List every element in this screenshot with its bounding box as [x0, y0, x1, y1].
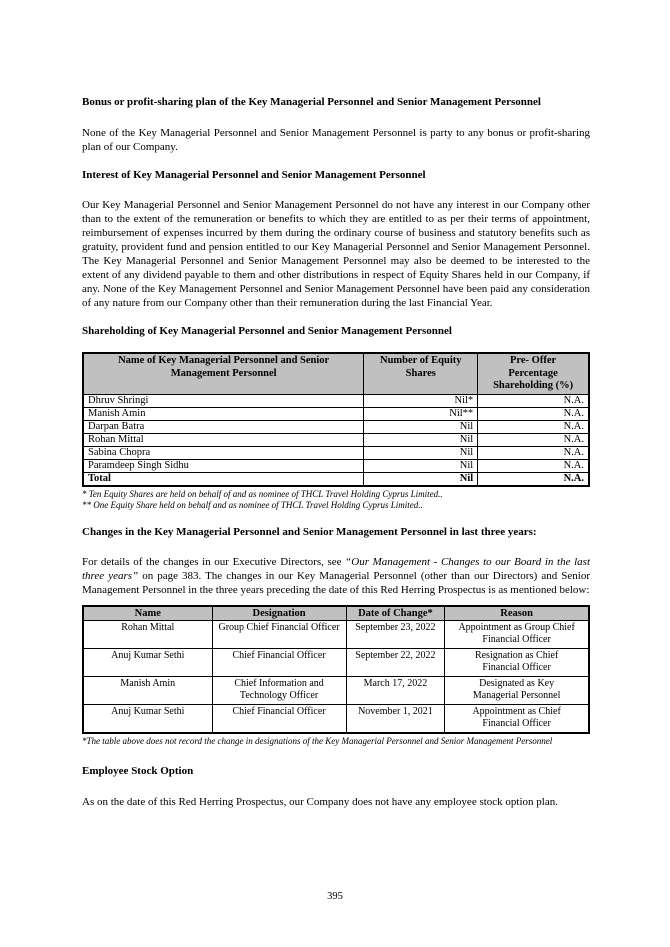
- change-reason: Designated as Key Managerial Personnel: [445, 676, 589, 704]
- table-row: [83, 394, 589, 407]
- changes-table-header-row: [83, 606, 589, 621]
- table-row: [83, 420, 589, 433]
- table-row: [83, 407, 589, 420]
- shareholding-col-shares-header: Number of Equity Shares: [364, 353, 478, 394]
- kmp-pct: N.A.: [478, 420, 589, 433]
- shareholding-table-header-row: [83, 353, 589, 394]
- change-reason: Resignation as Chief Financial Officer: [445, 648, 589, 676]
- page-number: 395: [327, 891, 343, 902]
- change-designation: Group Chief Financial Officer: [212, 620, 346, 648]
- kmp-shares: Nil: [364, 420, 478, 433]
- footnote-single-asterisk: * Ten Equity Shares are held on behalf of and as nominee of THCL Travel Holding Cyprus Limited..: [82, 488, 443, 499]
- table-row: [83, 676, 589, 704]
- kmp-pct: N.A.: [478, 433, 589, 446]
- changes-col-date-header: Date of Change*: [346, 606, 445, 621]
- total-label: Total: [83, 472, 364, 486]
- shareholding-footnotes: [82, 489, 590, 511]
- table-row: [83, 459, 589, 472]
- para-employee-stock-option: As on the date of this Red Herring Prospectus, our Company does not have any employee stock option plan.: [82, 795, 558, 808]
- shareholding-col-pct-header: Pre- Offer Percentage Shareholding (%): [478, 353, 589, 394]
- changes-table-footnote: *The table above does not record the change in designations of the Key Managerial Personnel and Senior Management Personnel: [82, 735, 553, 746]
- para-interest: Our Key Managerial Personnel and Senior Management Personnel do not have any interest in our Company other than to the extent of the remuneration or benefits to which they are entitled to as per their terms of appointment, reimbursement of expenses incurred by them during the ordinary course of business and statutory benefits such as gratuity, provident fund and pension entitled to our Key Managerial Personnel and Senior Management Personnel. The Key Managerial Personnel and Senior Management Personnel may also be deemed to be interested to the extent of any dividend payable to them and other distributions in respect of Equity Shares held in our Company, if any. None of the Key Management Personnel and Senior Management Personnel have been paid any consideration of any nature from our Company other than their remuneration during the last Financial Year.: [82, 199, 590, 309]
- kmp-shares: Nil*: [364, 394, 478, 407]
- changes-intro-before: For details of the changes in our Executive Directors, see: [82, 555, 346, 568]
- kmp-name: Darpan Batra: [83, 420, 364, 433]
- para-bonus-plan: None of the Key Managerial Personnel and Senior Management Personnel is party to any bonus or profit-sharing plan of our Company.: [82, 127, 590, 153]
- changes-intro-quote: “Our Management - Changes to our Board in the last three years”: [82, 555, 590, 582]
- heading-changes: Changes in the Key Managerial Personnel and Senior Management Personnel in last three years:: [82, 525, 537, 538]
- para-changes-intro: [82, 555, 590, 597]
- heading-interest: Interest of Key Managerial Personnel and Senior Management Personnel: [82, 169, 426, 181]
- shareholding-table: [82, 352, 590, 487]
- shareholding-col-name-header: Name of Key Managerial Personnel and Senior Management Personnel: [83, 353, 364, 394]
- kmp-shares: Nil: [364, 459, 478, 472]
- kmp-pct: N.A.: [478, 394, 589, 407]
- change-reason: Appointment as Group Chief Financial Officer: [445, 620, 589, 648]
- changes-table: [82, 605, 590, 734]
- changes-intro-after: on page 383. The changes in our Key Managerial Personnel (other than our Directors) and Senior Management Personnel in the three years preceding the date of this Red Herring Prospectus is as mentioned below:: [82, 569, 591, 596]
- change-name: Anuj Kumar Sethi: [83, 704, 212, 733]
- kmp-shares: Nil**: [364, 407, 478, 420]
- change-date: March 17, 2022: [346, 676, 445, 704]
- change-date: November 1, 2021: [346, 704, 445, 733]
- table-row: [83, 704, 589, 733]
- table-row: [83, 433, 589, 446]
- kmp-name: Manish Amin: [83, 407, 364, 420]
- table-total-row: [83, 472, 589, 486]
- change-designation: Chief Financial Officer: [212, 704, 346, 733]
- change-name: Anuj Kumar Sethi: [83, 648, 212, 676]
- kmp-shares: Nil: [364, 433, 478, 446]
- kmp-name: Dhruv Shringi: [83, 394, 364, 407]
- kmp-name: Rohan Mittal: [83, 433, 364, 446]
- changes-col-designation-header: Designation: [212, 606, 346, 621]
- total-pct: N.A.: [478, 472, 589, 486]
- heading-bonus-plan: Bonus or profit-sharing plan of the Key Managerial Personnel and Senior Management Personnel: [82, 96, 541, 108]
- table-row: [83, 648, 589, 676]
- change-date: September 22, 2022: [346, 648, 445, 676]
- kmp-pct: N.A.: [478, 407, 589, 420]
- table-row: [83, 620, 589, 648]
- change-designation: Chief Information and Technology Officer: [212, 676, 346, 704]
- table-row: [83, 446, 589, 459]
- change-name: Rohan Mittal: [83, 620, 212, 648]
- kmp-shares: Nil: [364, 446, 478, 459]
- total-shares: Nil: [364, 472, 478, 486]
- heading-employee-stock-option: Employee Stock Option: [82, 764, 194, 777]
- footnote-double-asterisk: ** One Equity Share held on behalf and as nominee of THCL Travel Holding Cyprus Limited..: [82, 499, 423, 510]
- change-designation: Chief Financial Officer: [212, 648, 346, 676]
- changes-col-reason-header: Reason: [445, 606, 589, 621]
- kmp-pct: N.A.: [478, 459, 589, 472]
- changes-footnote-wrap: [82, 736, 590, 747]
- kmp-pct: N.A.: [478, 446, 589, 459]
- kmp-name: Paramdeep Singh Sidhu: [83, 459, 364, 472]
- change-name: Manish Amin: [83, 676, 212, 704]
- change-reason: Appointment as Chief Financial Officer: [445, 704, 589, 733]
- changes-col-name-header: Name: [83, 606, 212, 621]
- kmp-name: Sabina Chopra: [83, 446, 364, 459]
- heading-shareholding: Shareholding of Key Managerial Personnel and Senior Management Personnel: [82, 325, 452, 337]
- change-date: September 23, 2022: [346, 620, 445, 648]
